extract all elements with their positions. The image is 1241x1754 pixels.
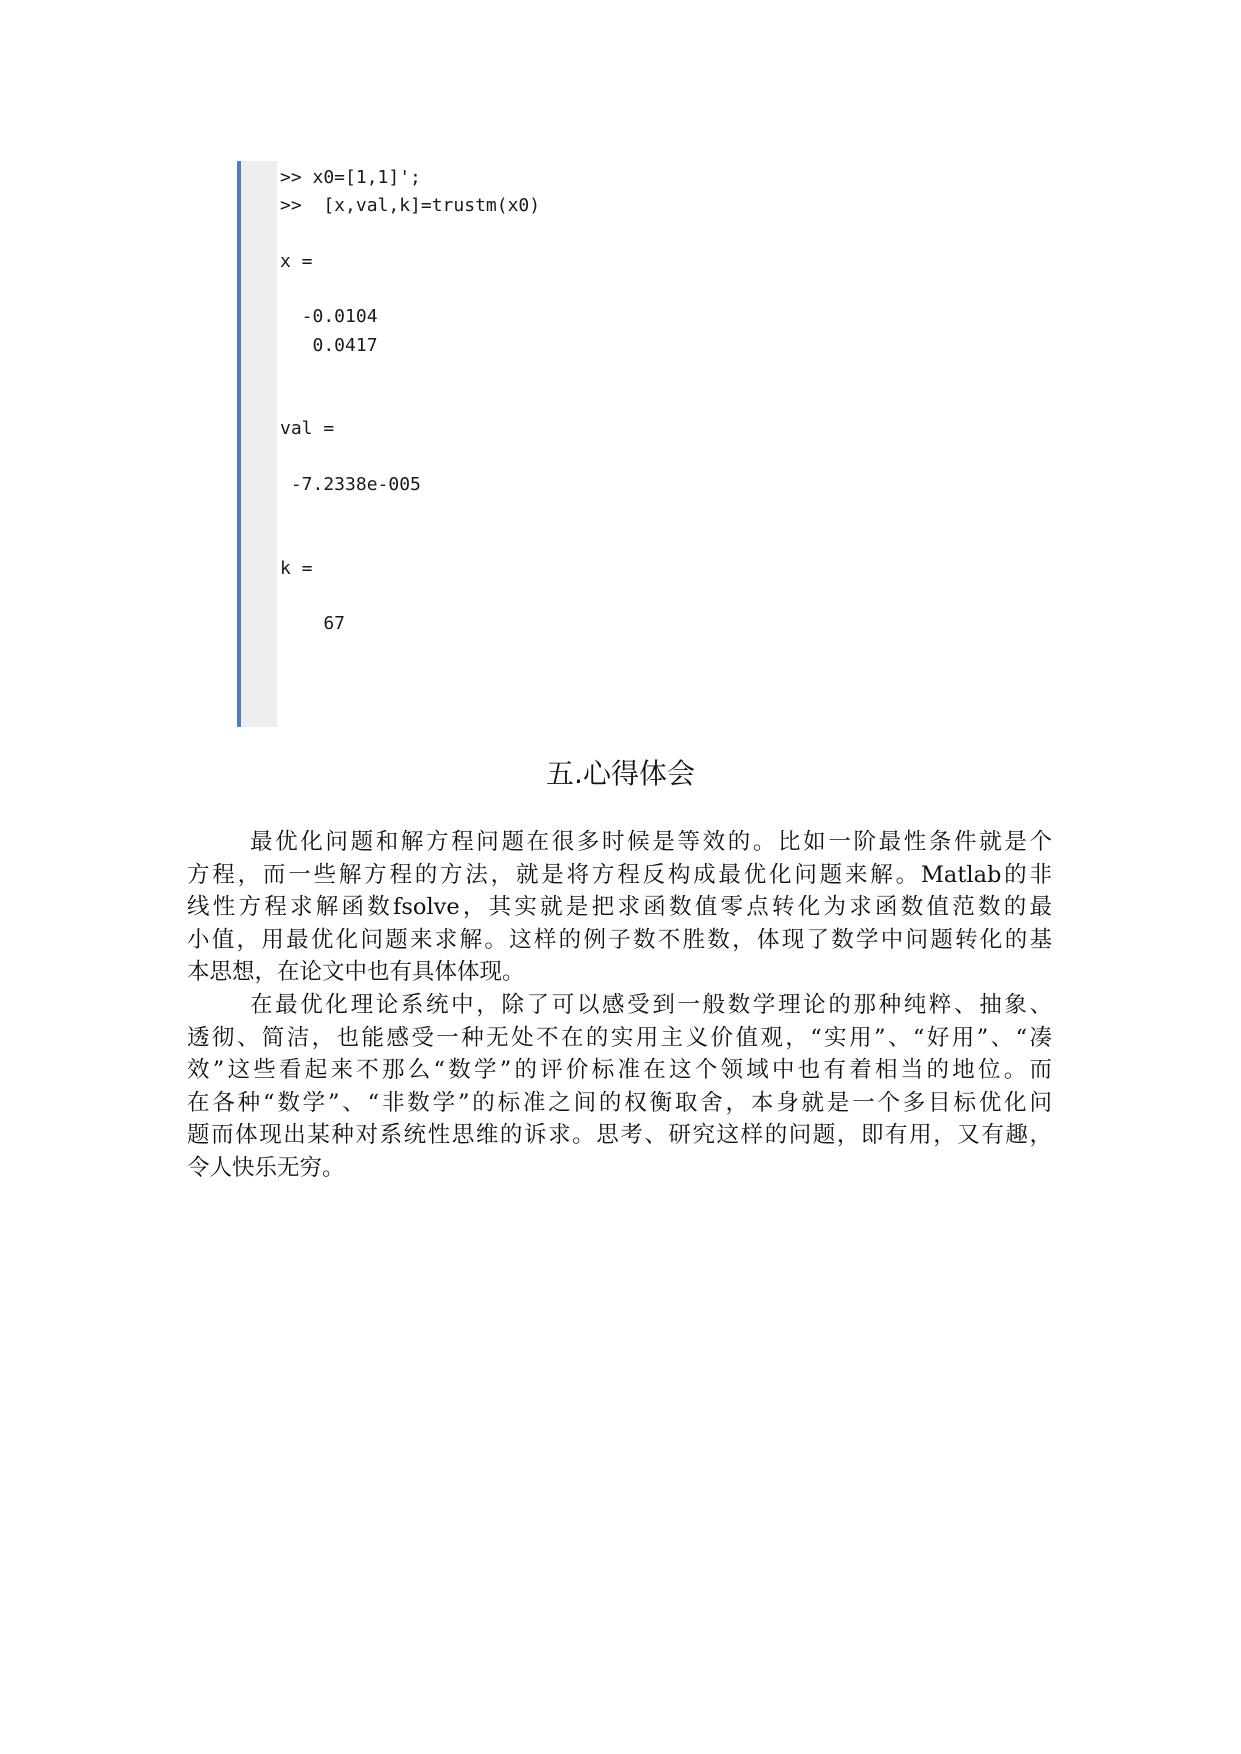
paragraph-line: 本思想，在论文中也有具体体现。 [187,959,525,986]
code-line: -7.2338e-005 [280,474,421,495]
paragraph-line: 小值，用最优化问题来求解。这样的例子数不胜数，体现了数学中问题转化的基 [187,926,1052,953]
paragraph-line: 令人快乐无穷。 [187,1154,345,1181]
code-line: x = [280,251,313,272]
paragraph-line: 效”这些看起来不那么“数学”的评价标准在这个领域中也有着相当的地位。而 [187,1057,1052,1084]
code-gutter [241,161,277,727]
section-title: 五.心得体会 [546,757,695,790]
code-lines [280,161,580,727]
paragraph-line: 透彻、简洁，也能感受一种无处不在的实用主义价值观，“实用”、“好用”、“凑 [187,1024,1052,1051]
code-line: k = [280,558,313,579]
paragraph-2 [187,989,1052,1185]
paragraph-line: 在最优化理论系统中，除了可以感受到一般数学理论的那种纯粹、抽象、 [250,992,1052,1018]
code-line: 0.0417 [280,335,378,356]
paragraph-1 [187,826,1052,989]
paragraph-line: 方程，而一些解方程的方法，就是将方程反构成最优化问题来解。Matlab的非 [187,861,1052,888]
paragraph-line: 线性方程求解函数fsolve，其实就是把求函数值零点转化为求函数值范数的最 [187,894,1052,921]
code-line: val = [280,418,335,439]
matlab-output-screenshot [237,161,577,727]
paragraph-line: 题而体现出某种对系统性思维的诉求。思考、研究这样的问题，即有用，又有趣， [187,1122,1052,1149]
paragraph-line: 在各种“数学”、“非数学”的标准之间的权衡取舍，本身就是一个多目标优化问 [187,1089,1052,1116]
code-line: >> [x,val,k]=trustm(x0) [280,195,541,216]
code-line: -0.0104 [280,306,378,327]
paragraph-line: 最优化问题和解方程问题在很多时候是等效的。比如一阶最性条件就是个 [250,829,1052,855]
code-line: 67 [280,613,346,634]
code-line: >> x0=[1,1]'; [280,167,421,188]
